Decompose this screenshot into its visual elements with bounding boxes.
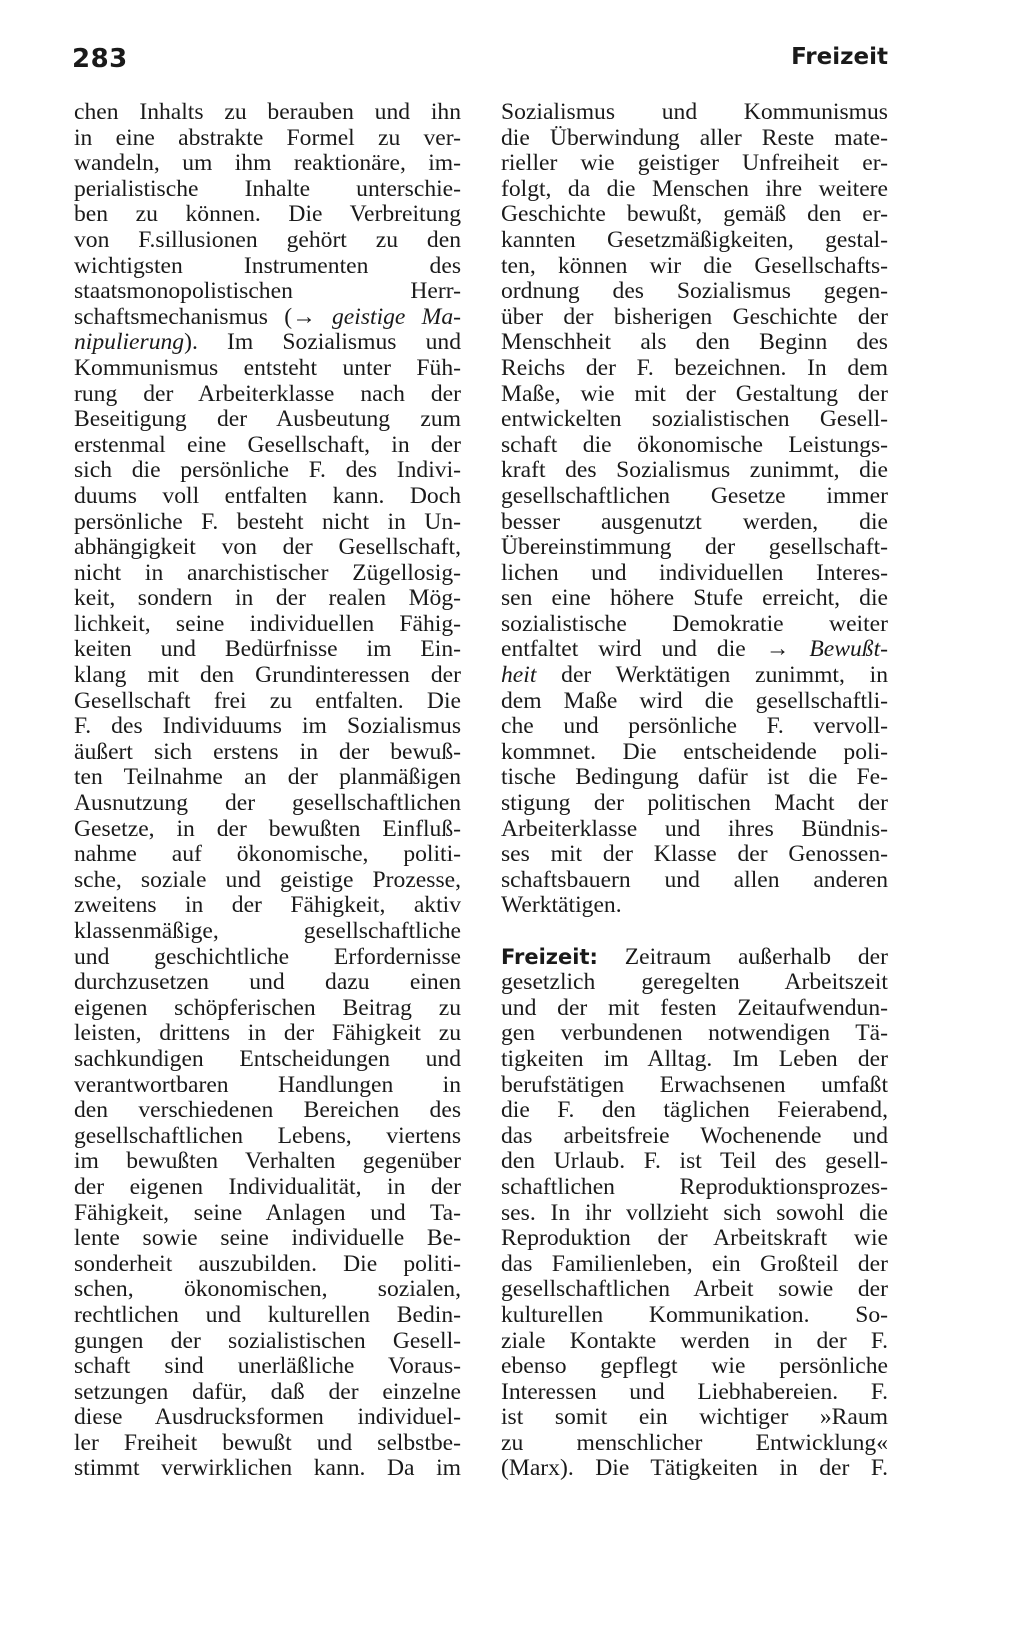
text-line bbox=[501, 637, 888, 663]
text-line: und geschichtliche Erfordernisse bbox=[74, 943, 461, 970]
text-line: gungen der sozialistischen Gesell- bbox=[74, 1327, 461, 1354]
text-line: den verschiedenen Bereichen des bbox=[74, 1097, 461, 1124]
text-line: ist somit ein wichtiger »Raum bbox=[501, 1404, 888, 1431]
text-line: folgt, da die Menschen ihre weitere bbox=[501, 175, 888, 202]
text-line: Fähigkeit, seine Anlagen und Ta- bbox=[74, 1199, 461, 1226]
text-line: kraft des Sozialismus zunimmt, die bbox=[501, 457, 888, 484]
text-line: lichen und individuellen Interes- bbox=[501, 559, 888, 586]
text-line: erstenmal eine Gesellschaft, in der bbox=[74, 431, 461, 458]
text-line: lente sowie seine individuelle Be- bbox=[74, 1225, 461, 1252]
text-line: ten Teilnahme an der planmäßigen bbox=[74, 764, 461, 791]
text-line bbox=[74, 330, 461, 356]
text-line: ziale Kontakte werden in der F. bbox=[501, 1327, 888, 1354]
page-number: 283 bbox=[72, 44, 128, 74]
text-line: gesellschaftlichen Lebens, viertens bbox=[74, 1122, 461, 1149]
text-line: sozialistische Demokratie weiter bbox=[501, 610, 888, 637]
text-line: ebenso gepflegt wie persönliche bbox=[501, 1353, 888, 1380]
text-line: perialistische Inhalte unterschie- bbox=[74, 175, 461, 202]
text-line: nicht in anarchistischer Zügellosig- bbox=[74, 559, 461, 586]
text-line: sen eine höhere Stufe erreicht, die bbox=[501, 585, 888, 612]
text-line: durchzusetzen und dazu einen bbox=[74, 969, 461, 996]
text-line: das Familienleben, ein Großteil der bbox=[501, 1250, 888, 1277]
text-line: Reichs der F. bezeichnen. In dem bbox=[501, 354, 888, 381]
left-column bbox=[74, 100, 461, 1482]
text-line: F. des Individuums im Sozialismus bbox=[74, 713, 461, 740]
text-line: kulturellen Kommunikation. So- bbox=[501, 1301, 888, 1328]
right-column bbox=[501, 100, 888, 1482]
text-line: rieller wie geistiger Unfreiheit er- bbox=[501, 150, 888, 177]
text-line: wichtigsten Instrumenten des bbox=[74, 252, 461, 279]
text-line: berufstätigen Erwachsenen umfaßt bbox=[501, 1071, 888, 1098]
text-line: über der bisherigen Geschichte der bbox=[501, 303, 888, 330]
text-line: sche, soziale und geistige Prozesse, bbox=[74, 866, 461, 893]
text-line: den Urlaub. F. ist Teil des gesell- bbox=[501, 1148, 888, 1175]
entry-lemma: Freizeit: bbox=[501, 944, 598, 969]
text-line: in eine abstrakte Formel zu ver- bbox=[74, 124, 461, 151]
text-line: rechtlichen und kulturellen Bedin- bbox=[74, 1301, 461, 1328]
text-line: sachkundigen Entscheidungen und bbox=[74, 1045, 461, 1072]
dictionary-entry-freizeit bbox=[501, 945, 888, 1482]
text-line: lichkeit, seine individuellen Fähig- bbox=[74, 610, 461, 637]
text-line: im bewußten Verhalten gegenüber bbox=[74, 1148, 461, 1175]
cross-reference-link[interactable]: nipulierung bbox=[74, 329, 185, 356]
text-line: gesetzlich geregelten Arbeitszeit bbox=[501, 969, 888, 996]
text-line: eigenen schöpferischen Beitrag zu bbox=[74, 994, 461, 1021]
text-segment: der Werktätigen zunimmt, in bbox=[536, 662, 888, 689]
cross-reference-link[interactable]: → Bewußt- bbox=[765, 636, 889, 663]
running-head: Freizeit bbox=[791, 44, 888, 70]
text-line: gesellschaftlichen Gesetze immer bbox=[501, 482, 888, 509]
text-line: Werktätigen. bbox=[501, 892, 622, 919]
text-line: ler Freiheit bewußt und selbstbe- bbox=[74, 1429, 461, 1456]
text-line: kommnet. Die entscheidende poli- bbox=[501, 738, 888, 765]
text-line bbox=[501, 663, 888, 689]
text-line: gesellschaftlichen Arbeit sowie der bbox=[501, 1276, 888, 1303]
text-line: rung der Arbeiterklasse nach der bbox=[74, 380, 461, 407]
text-line: stigung der politischen Macht der bbox=[501, 790, 888, 817]
text-segment: entfaltet wird und die bbox=[501, 636, 746, 663]
text-line: das arbeitsfreie Wochenende und bbox=[501, 1122, 888, 1149]
text-line: schaft sind unerläßliche Voraus- bbox=[74, 1353, 461, 1380]
text-line: schaftlichen Reproduktionsprozes- bbox=[501, 1173, 888, 1200]
text-line: keiten und Bedürfnisse im Ein- bbox=[74, 636, 461, 663]
entry-first-line bbox=[501, 945, 888, 971]
text-line: der eigenen Individualität, in der bbox=[74, 1173, 461, 1200]
text-line: äußert sich erstens in der bewuß- bbox=[74, 738, 461, 765]
text-line: gen verbundenen notwendigen Tä- bbox=[501, 1020, 888, 1047]
text-line: Menschheit als den Beginn des bbox=[501, 329, 888, 356]
text-line bbox=[74, 305, 461, 331]
text-line: setzungen dafür, daß der einzelne bbox=[74, 1378, 461, 1405]
text-line: sich die persönliche F. des Indivi- bbox=[74, 457, 461, 484]
page-header bbox=[72, 44, 888, 84]
text-line: von F.sillusionen gehört zu den bbox=[74, 226, 461, 253]
text-line: Übereinstimmung der gesellschaft- bbox=[501, 534, 888, 561]
text-line: leisten, drittens in der Fähigkeit zu bbox=[74, 1020, 461, 1047]
text-line: klang mit den Grundinteressen der bbox=[74, 662, 461, 689]
text-line: stimmt verwirklichen kann. Da im bbox=[74, 1455, 461, 1482]
text-line: zweitens in der Fähigkeit, aktiv bbox=[74, 892, 461, 919]
text-line: zu menschlicher Entwicklung« bbox=[501, 1429, 888, 1456]
text-line: tische Bedingung dafür ist die Fe- bbox=[501, 764, 888, 791]
text-line: ten, können wir die Gesellschafts- bbox=[501, 252, 888, 279]
text-line: kannten Gesetzmäßigkeiten, gestal- bbox=[501, 226, 888, 253]
text-line: Ausnutzung der gesellschaftlichen bbox=[74, 790, 461, 817]
text-line: die F. den täglichen Feierabend, bbox=[501, 1097, 888, 1124]
text-line: (Marx). Die Tätigkeiten in der F. bbox=[501, 1455, 888, 1482]
text-segment: Zeitraum außerhalb der bbox=[597, 943, 888, 970]
text-line: duums voll entfalten kann. Doch bbox=[74, 482, 461, 509]
text-line: schaft die ökonomische Leistungs- bbox=[501, 431, 888, 458]
text-line: Geschichte bewußt, gemäß den er- bbox=[501, 201, 888, 228]
text-line: schaftsbauern und allen anderen bbox=[501, 866, 888, 893]
text-line: entwickelten sozialistischen Gesell- bbox=[501, 406, 888, 433]
cross-reference-link[interactable]: → geistige Ma- bbox=[292, 303, 461, 330]
text-line: verantwortbaren Handlungen in bbox=[74, 1071, 461, 1098]
text-line: dem Maße wird die gesellschaftli- bbox=[501, 687, 888, 714]
text-line: Gesellschaft frei zu entfalten. Die bbox=[74, 687, 461, 714]
text-line: Beseitigung der Ausbeutung zum bbox=[74, 406, 461, 433]
text-line: wandeln, um ihm reaktionäre, im- bbox=[74, 150, 461, 177]
text-line: diese Ausdrucksformen individuel- bbox=[74, 1404, 461, 1431]
entry-spacer bbox=[501, 919, 888, 945]
text-line: che und persönliche F. vervoll- bbox=[501, 713, 888, 740]
text-line: ordnung des Sozialismus gegen- bbox=[501, 278, 888, 305]
cross-reference-link[interactable]: heit bbox=[501, 662, 537, 689]
text-line: schen, ökonomischen, sozialen, bbox=[74, 1276, 461, 1303]
text-line: keit, sondern in der realen Mög- bbox=[74, 585, 461, 612]
text-line: Arbeiterklasse und ihres Bündnis- bbox=[501, 815, 888, 842]
text-line: Interessen und Liebhabereien. F. bbox=[501, 1378, 888, 1405]
text-line: ses. In ihr vollzieht sich sowohl die bbox=[501, 1199, 888, 1226]
text-line: klassenmäßige, gesellschaftliche bbox=[74, 918, 461, 944]
text-line: persönliche F. besteht nicht in Un- bbox=[74, 508, 461, 535]
text-segment: ). Im Sozialismus und bbox=[184, 329, 461, 356]
text-line: chen Inhalts zu berauben und ihn bbox=[74, 99, 461, 125]
text-line: sonderheit auszubilden. Die politi- bbox=[74, 1250, 461, 1277]
text-line: die Überwindung aller Reste mate- bbox=[501, 124, 888, 151]
text-line: abhängigkeit von der Gesellschaft, bbox=[74, 534, 461, 561]
text-line: Kommunismus entsteht unter Füh- bbox=[74, 354, 461, 381]
text-line: ben zu können. Die Verbreitung bbox=[74, 201, 461, 228]
text-line: besser ausgenutzt werden, die bbox=[501, 508, 888, 535]
text-line: ses mit der Klasse der Genossen- bbox=[501, 841, 888, 868]
text-line: nahme auf ökonomische, politi- bbox=[74, 841, 461, 868]
text-line: Sozialismus und Kommunismus bbox=[501, 99, 888, 125]
text-line: Reproduktion der Arbeitskraft wie bbox=[501, 1225, 888, 1252]
text-segment: schaftsmechanismus ( bbox=[74, 303, 293, 330]
text-line: und der mit festen Zeitaufwendun- bbox=[501, 994, 888, 1021]
text-line: Gesetze, in der bewußten Einfluß- bbox=[74, 815, 461, 842]
text-line: tigkeiten im Alltag. Im Leben der bbox=[501, 1045, 888, 1072]
text-line: Maße, wie mit der Gestaltung der bbox=[501, 380, 888, 407]
text-line: staatsmonopolistischen Herr- bbox=[74, 278, 461, 305]
